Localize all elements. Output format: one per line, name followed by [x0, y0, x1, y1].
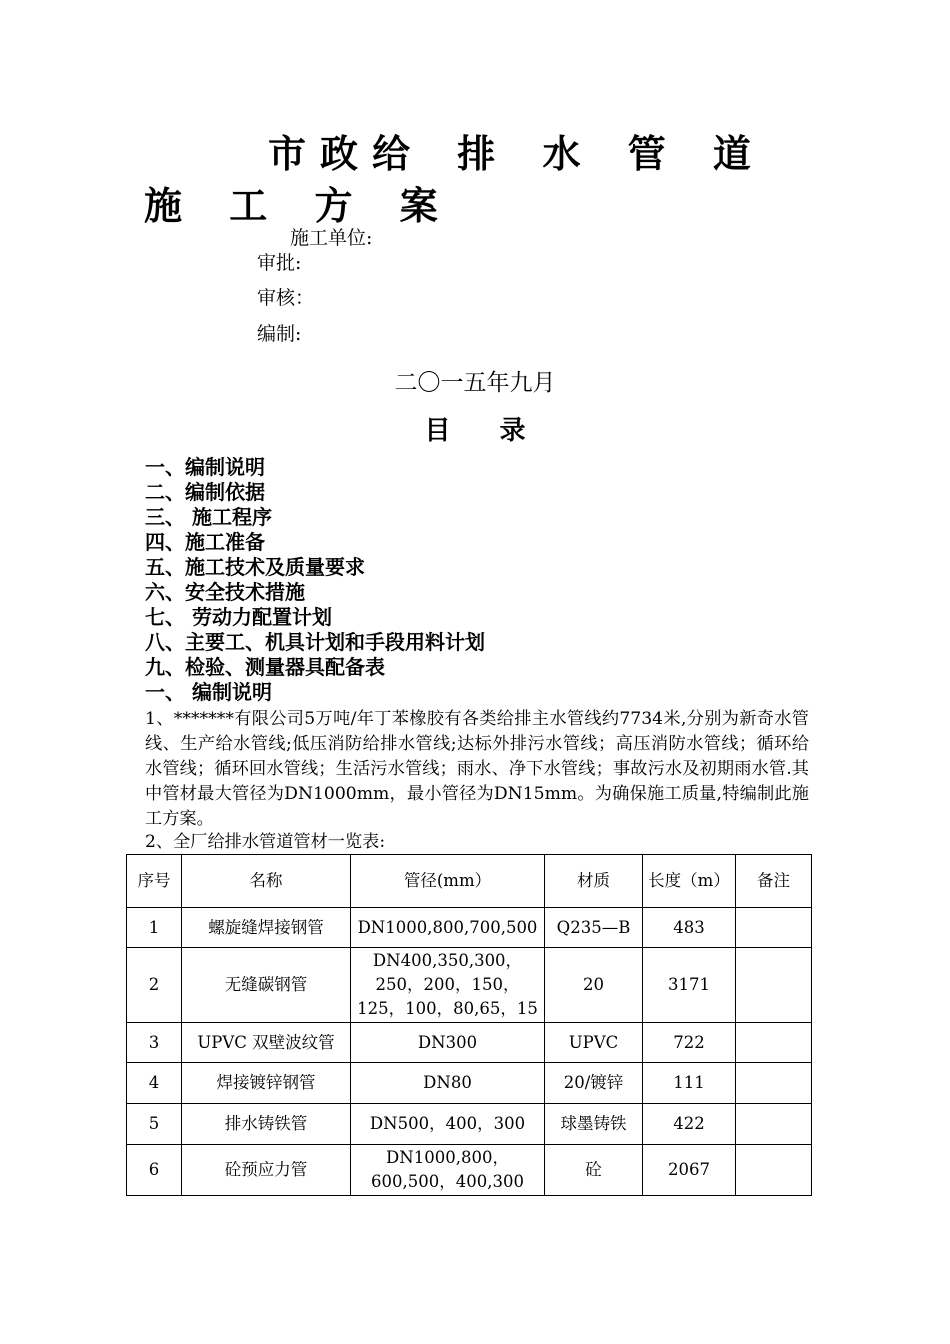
cell-diameter: DN500，400，300	[351, 1104, 545, 1145]
cell-diameter: DN400,350,300，250，200，150，125，100，80,65，15	[351, 948, 545, 1023]
cell-name: 砼预应力管	[182, 1145, 351, 1196]
cell-note	[736, 948, 812, 1023]
review-label: 审核：	[257, 287, 315, 309]
cell-diameter: DN1000,800，600,500，400,300	[351, 1145, 545, 1196]
cell-no: 2	[127, 948, 182, 1023]
table-caption: 2、全厂给排水管道管材一览表:	[145, 832, 386, 852]
toc-item: 五、施工技术及质量要求	[145, 555, 365, 579]
cell-material: 球墨铸铁	[545, 1104, 643, 1145]
table-row	[127, 908, 812, 948]
cell-no: 1	[127, 908, 182, 948]
toc-item: 七、 劳动力配置计划	[145, 605, 332, 629]
cell-length: 722	[643, 1023, 736, 1063]
table-row	[127, 1063, 812, 1104]
table-row	[127, 948, 812, 1023]
toc-item: 二、编制依据	[145, 480, 265, 504]
cell-material: 砼	[545, 1145, 643, 1196]
cell-length: 422	[643, 1104, 736, 1145]
cell-name: 焊接镀锌钢管	[182, 1063, 351, 1104]
toc-item: 六、安全技术措施	[145, 580, 305, 604]
table-header-row	[127, 855, 812, 908]
description-paragraph: 1、*******有限公司5万吨/年丁苯橡胶有各类给排主水管线约7734米,分别为新奇水管线、生产给水管线;低压消防给排水管线;达标外排污水管线；高压消防水管线；循环给水管线；循环回水管线；生活污水管线；雨水、净下水管线；事故污水及初期雨水管.其中管材最大管径为DN1000mm，最小管径为DN15mm。为确保施工质量,特编制此施工方案。	[145, 709, 809, 829]
cell-note	[736, 1104, 812, 1145]
cell-diameter: DN300	[351, 1023, 545, 1063]
pipe-materials-table	[126, 854, 812, 1196]
header-note: 备注	[736, 855, 812, 908]
toc-item: 一、编制说明	[145, 455, 265, 479]
document-date: 二〇一五年九月	[394, 370, 556, 396]
cell-length: 111	[643, 1063, 736, 1104]
table-of-contents	[145, 455, 485, 680]
header-material: 材质	[545, 855, 643, 908]
cell-diameter: DN80	[351, 1063, 545, 1104]
header-length: 长度（m）	[643, 855, 736, 908]
cell-note	[736, 1063, 812, 1104]
toc-title: 目 录	[424, 416, 526, 446]
compile-label: 编制:	[257, 323, 302, 345]
cell-note	[736, 1023, 812, 1063]
cell-material: 20	[545, 948, 643, 1023]
header-name: 名称	[182, 855, 351, 908]
cell-no: 3	[127, 1023, 182, 1063]
toc-item: 九、检验、测量器具配备表	[145, 655, 385, 679]
toc-item: 三、 施工程序	[145, 505, 272, 529]
cell-length: 483	[643, 908, 736, 948]
cell-name: 螺旋缝焊接钢管	[182, 908, 351, 948]
cell-diameter: DN1000,800,700,500	[351, 908, 545, 948]
header-diameter: 管径(mm）	[351, 855, 545, 908]
section-heading: 一、 编制说明	[145, 680, 272, 704]
cell-material: Q235—B	[545, 908, 643, 948]
table-row	[127, 1104, 812, 1145]
cell-name: 无缝碳钢管	[182, 948, 351, 1023]
cell-material: UPVC	[545, 1023, 643, 1063]
toc-item: 八、主要工、机具计划和手段用料计划	[145, 630, 485, 654]
cell-no: 4	[127, 1063, 182, 1104]
construction-unit-label: 施工单位:	[290, 227, 373, 249]
cell-no: 5	[127, 1104, 182, 1145]
cell-name: UPVC 双壁波纹管	[182, 1023, 351, 1063]
document-title: 市政给 排 水 管 道 施 工 方 案	[144, 132, 765, 228]
cell-material: 20/镀锌	[545, 1063, 643, 1104]
cell-no: 6	[127, 1145, 182, 1196]
cell-note	[736, 1145, 812, 1196]
cell-length: 3171	[643, 948, 736, 1023]
cell-name: 排水铸铁管	[182, 1104, 351, 1145]
cell-length: 2067	[643, 1145, 736, 1196]
toc-item: 四、施工准备	[145, 530, 265, 554]
header-no: 序号	[127, 855, 182, 908]
approval-label: 审批:	[257, 252, 302, 274]
cell-note	[736, 908, 812, 948]
table-row	[127, 1023, 812, 1063]
table-row	[127, 1145, 812, 1196]
